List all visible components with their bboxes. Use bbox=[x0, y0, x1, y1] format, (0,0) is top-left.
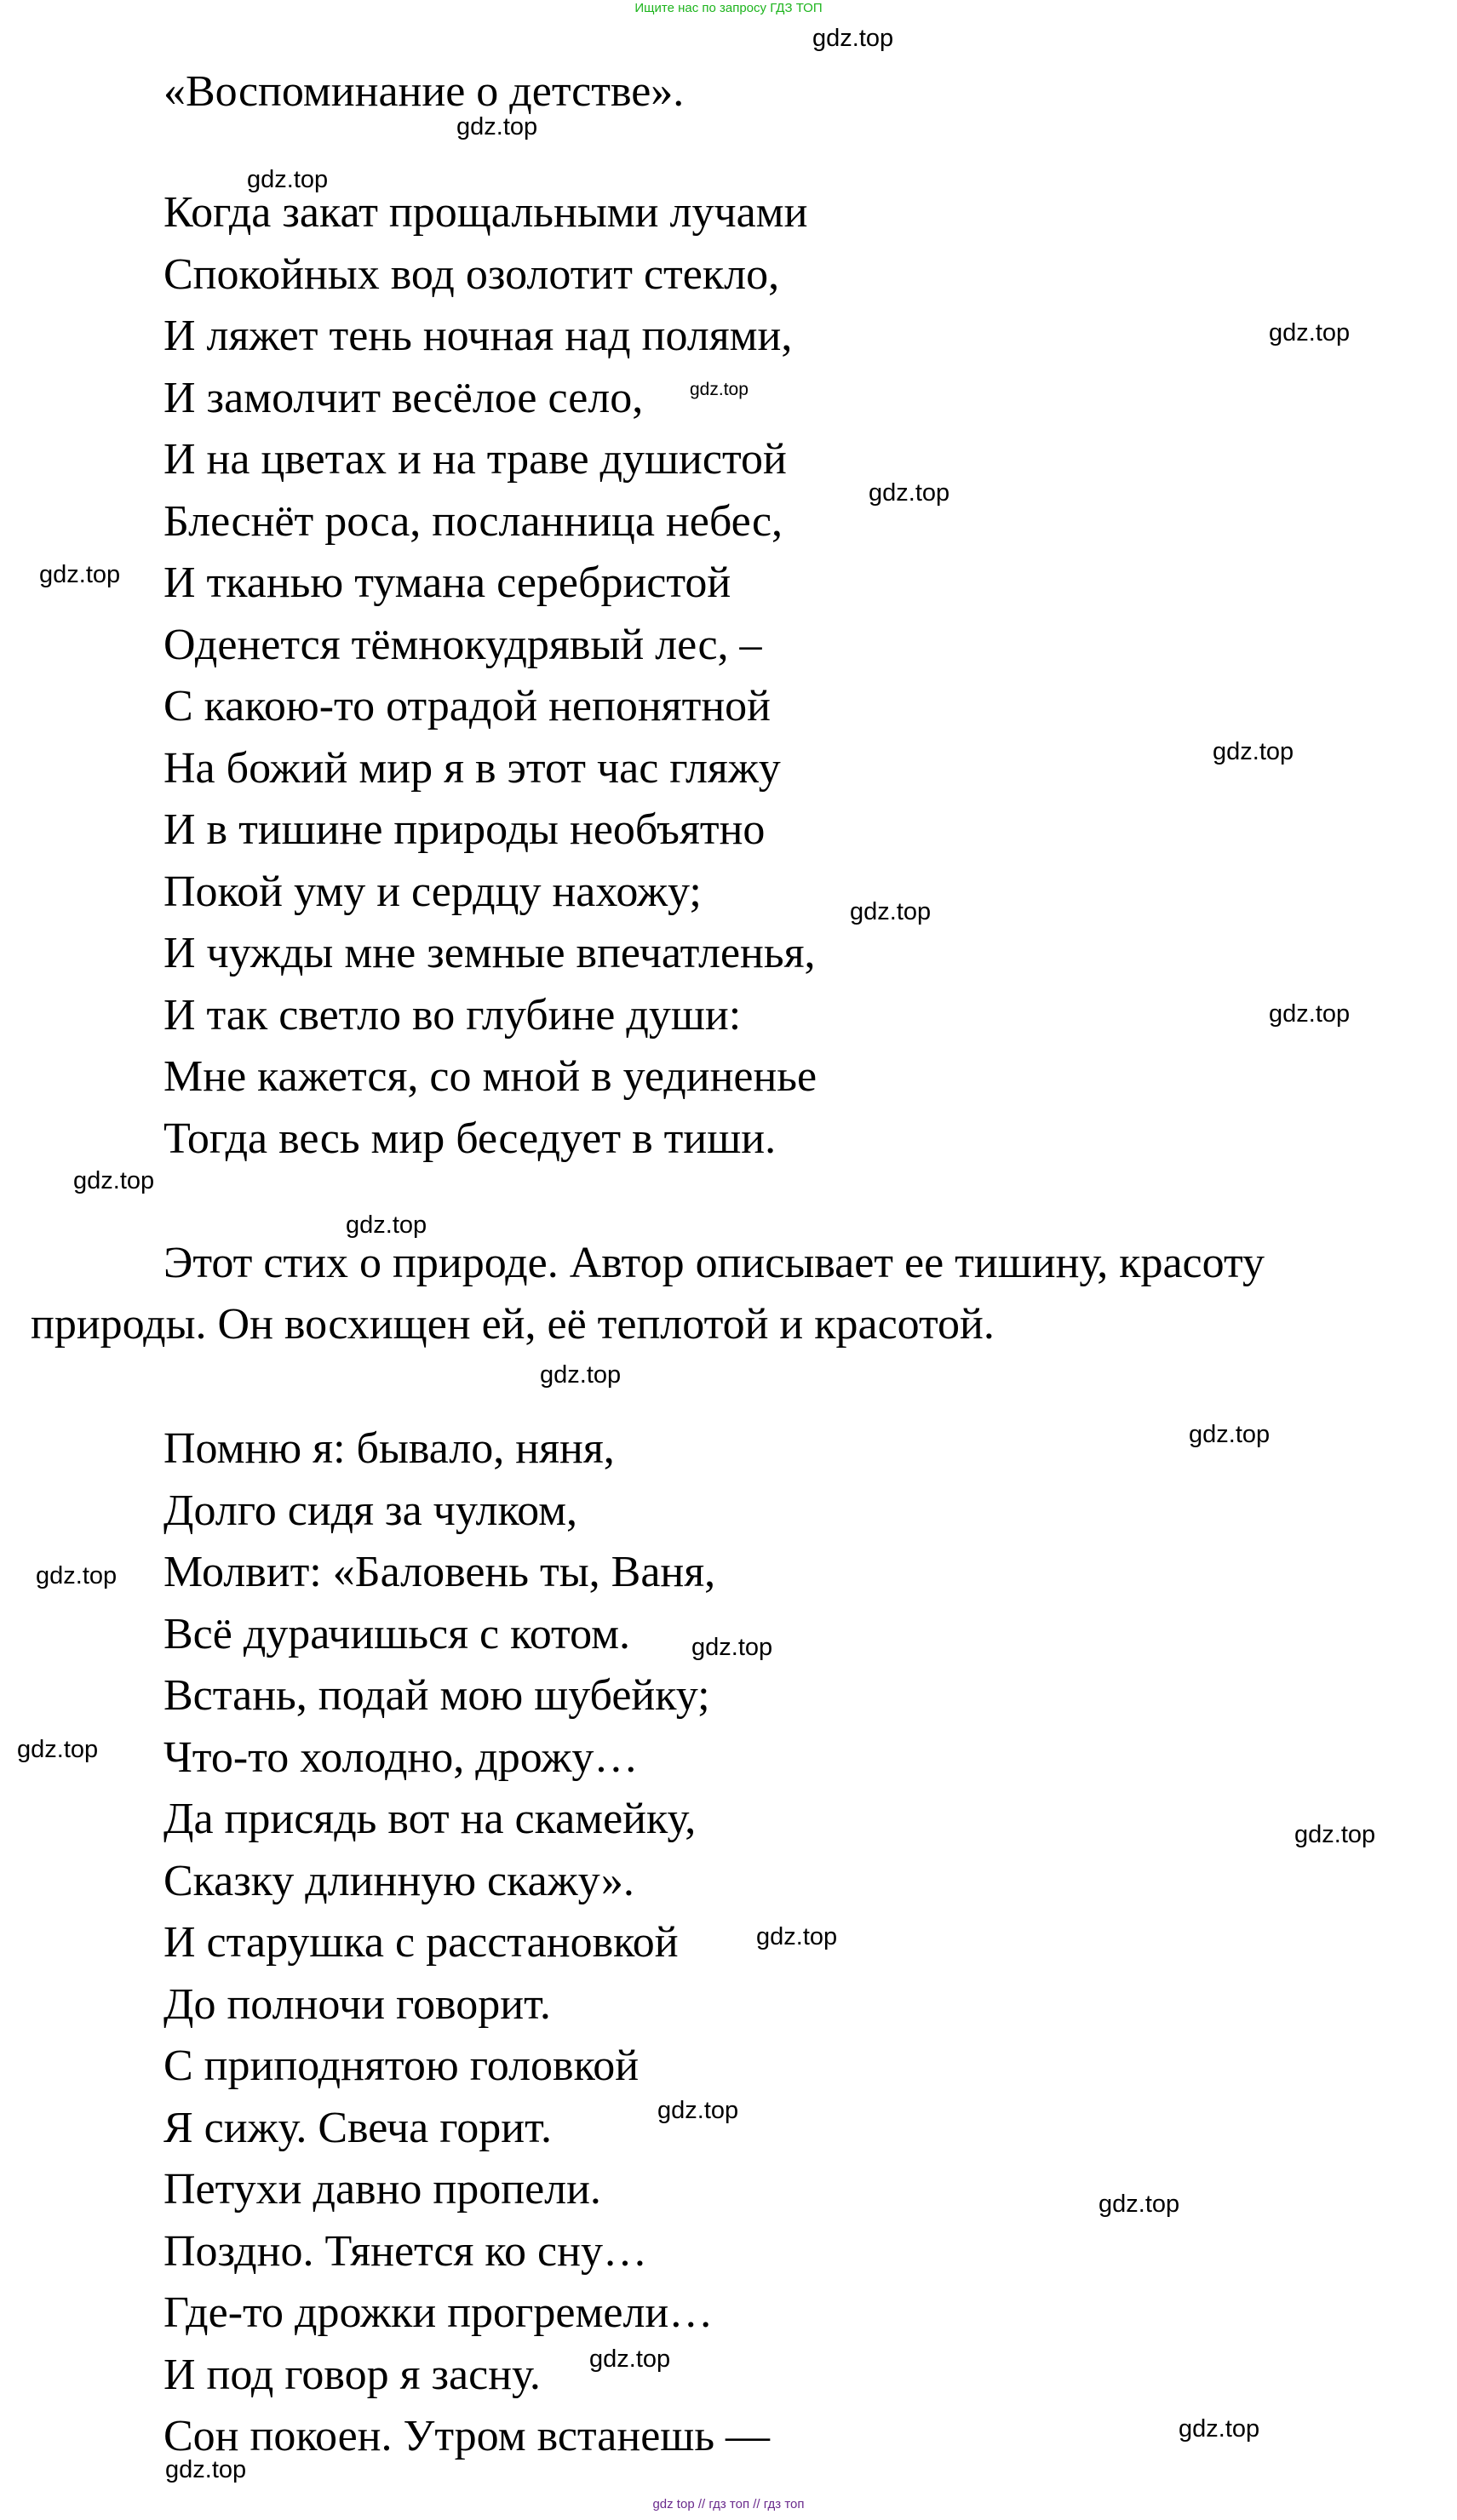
poem-line: С приподнятою головкой bbox=[163, 2042, 640, 2090]
poem-line: Что-то холодно, дрожу… bbox=[163, 1732, 639, 1782]
poem-line: Мне кажется, со мной в уединенье bbox=[163, 1052, 817, 1101]
poem-line: Молвит: «Баловень ты, Ваня, bbox=[163, 1548, 716, 1596]
watermark: gdz.top bbox=[812, 25, 894, 52]
poem-line: И в тишине природы необъятно bbox=[163, 805, 766, 854]
poem-line: И ляжет тень ночная над полями, bbox=[163, 312, 793, 360]
watermark: gdz.top bbox=[1213, 738, 1294, 765]
poem-line: Всё дурачишься с котом. bbox=[163, 1609, 631, 1658]
poem-line: Покой уму и сердцу нахожу; bbox=[163, 867, 702, 916]
poem-line: Поздно. Тянется ко сну… bbox=[163, 2226, 647, 2276]
watermark: gdz.top bbox=[39, 561, 121, 588]
poem-line: Оденется тёмнокудрявый лес, – bbox=[163, 620, 762, 669]
poem-line: И замолчит весёлое село, bbox=[163, 373, 644, 422]
poem-line: Я сижу. Свеча горит. bbox=[163, 2103, 552, 2152]
poem-line: И на цветах и на траве душистой bbox=[163, 435, 787, 484]
watermark: gdz.top bbox=[540, 1361, 622, 1389]
watermark: gdz.top bbox=[73, 1167, 155, 1194]
watermark: gdz.top bbox=[690, 380, 749, 399]
watermark: gdz.top bbox=[589, 2345, 671, 2373]
poem-line: Когда закат прощальными лучами bbox=[163, 188, 808, 237]
footer: gdz top // гдз топ // гдз топ bbox=[652, 2497, 805, 2511]
watermark: gdz.top bbox=[691, 1634, 773, 1661]
watermark: gdz.top bbox=[247, 166, 329, 193]
watermark: gdz.top bbox=[17, 1736, 99, 1763]
watermark: gdz.top bbox=[850, 898, 932, 925]
watermark: gdz.top bbox=[1269, 1000, 1351, 1028]
poem-line: И старушка с расстановкой bbox=[163, 1918, 679, 1967]
top-banner: Ищите нас по запросу ГДЗ ТОП bbox=[634, 1, 823, 15]
poem-line: Спокойных вод озолотит стекло, bbox=[163, 249, 780, 299]
poem-2 bbox=[163, 1418, 773, 2468]
poem-line: Где-то дрожки прогремели… bbox=[163, 2288, 714, 2337]
watermark: gdz.top bbox=[1189, 1421, 1271, 1448]
watermark: gdz.top bbox=[1179, 2415, 1260, 2443]
poem-line: С какою-то отрадой непонятной bbox=[163, 682, 771, 730]
poem-line: И чужды мне земные впечатленья, bbox=[163, 929, 816, 977]
watermark: gdz.top bbox=[346, 1211, 427, 1239]
watermark: gdz.top bbox=[869, 479, 950, 507]
poem-line: Да присядь вот на скамейку, bbox=[163, 1795, 697, 1843]
poem-line: Встань, подай мою шубейку; bbox=[163, 1671, 710, 1720]
poem-line: Долго сидя за чулком, bbox=[163, 1486, 578, 1535]
watermark: gdz.top bbox=[165, 2456, 247, 2483]
watermark: gdz.top bbox=[36, 1562, 118, 1589]
poem-line: И так светло во глубине души: bbox=[163, 990, 742, 1040]
poem-line: Блеснёт роса, посланница небес, bbox=[163, 496, 783, 546]
analysis-paragraph bbox=[31, 1233, 1427, 1355]
watermark: gdz.top bbox=[756, 1923, 838, 1950]
poem-line: Помню я: бывало, няня, bbox=[163, 1424, 615, 1473]
poem-line: Сказку длинную скажу». bbox=[163, 1856, 634, 1905]
poem-line: До полночи говорит. bbox=[163, 1979, 551, 2029]
watermark: gdz.top bbox=[456, 113, 538, 140]
poem-line: Сон покоен. Утром встанешь — bbox=[163, 2412, 771, 2460]
watermark: gdz.top bbox=[1269, 319, 1351, 346]
watermark: gdz.top bbox=[657, 2097, 739, 2124]
poem-line: Тогда весь мир беседует в тиши. bbox=[163, 1114, 777, 1163]
poem-1 bbox=[163, 182, 817, 1170]
poem-line: И тканью тумана серебристой bbox=[163, 558, 731, 607]
analysis-text: Этот стих о природе. Автор описывает ее тишину, красоту природы. Он восхищен ей, её теплотой и красотой. bbox=[31, 1239, 1265, 1349]
poem-line: И под говор я засну. bbox=[163, 2350, 541, 2399]
poem-line: На божий мир я в этот час гляжу bbox=[163, 743, 781, 793]
watermark: gdz.top bbox=[1098, 2191, 1180, 2218]
poem-title: «Воспоминание о детстве». bbox=[163, 67, 685, 116]
watermark: gdz.top bbox=[1294, 1821, 1376, 1848]
poem-line: Петухи давно пропели. bbox=[163, 2165, 601, 2214]
